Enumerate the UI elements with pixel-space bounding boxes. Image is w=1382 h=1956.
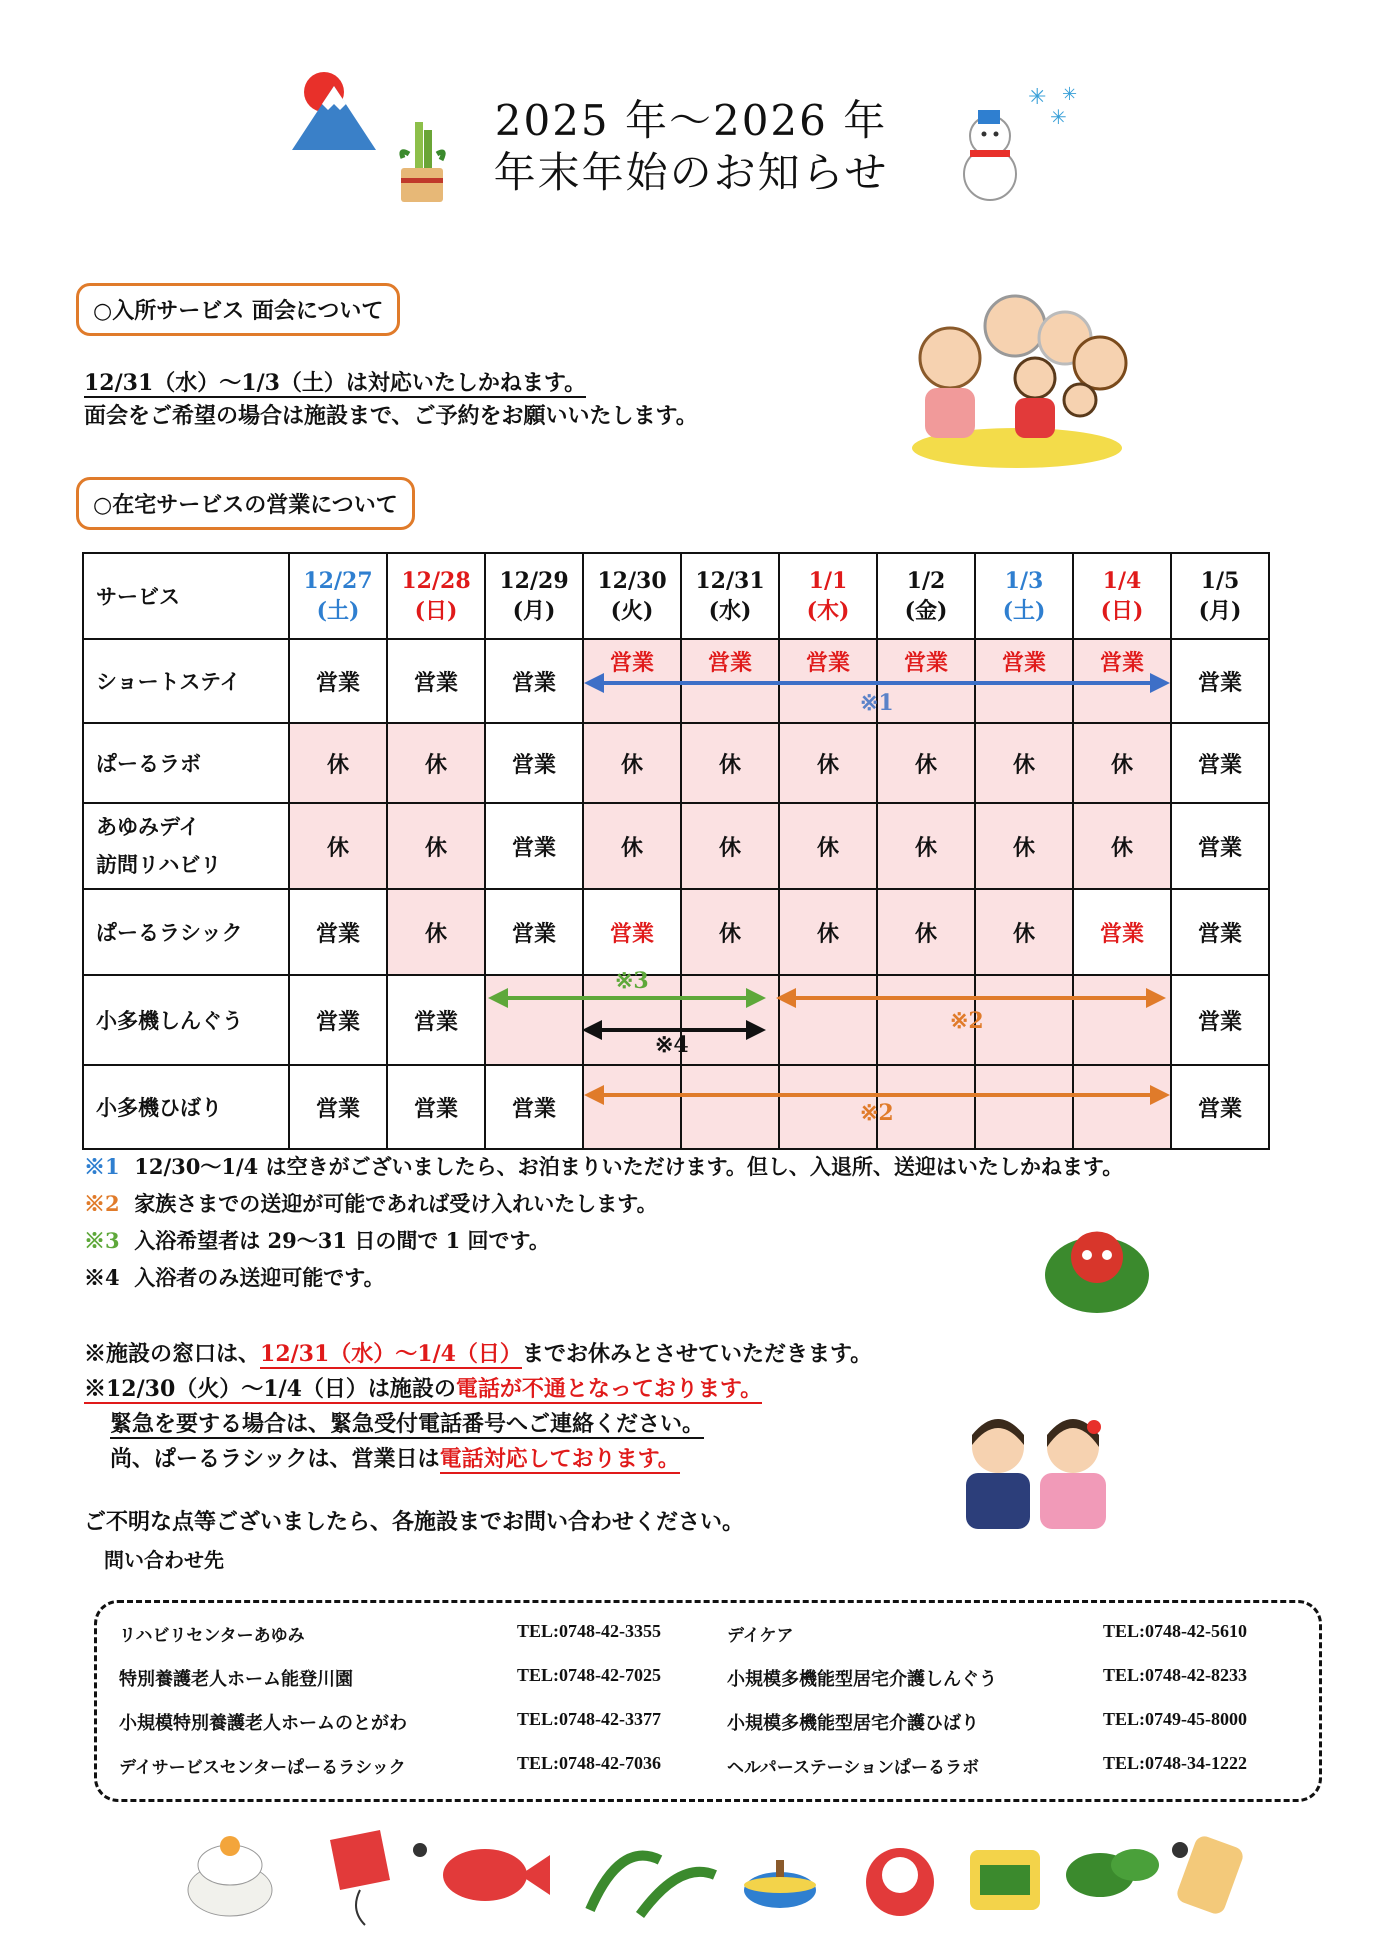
table-cell: 営業	[485, 889, 583, 975]
table-cell: 休	[387, 889, 485, 975]
table-cell: 営業	[779, 639, 877, 723]
footnote-4: ※4 入浴者のみ送迎可能です。	[84, 1265, 385, 1290]
table-cell: 営業	[877, 639, 975, 723]
service-name: ぱーるラボ	[83, 723, 289, 803]
table-cell: 休	[975, 889, 1073, 975]
table-row	[83, 889, 1269, 975]
contact-tel: TEL:0749-45-8000	[1103, 1709, 1247, 1729]
table-cell: 営業	[387, 1065, 485, 1149]
table-cell: 休	[1073, 723, 1171, 803]
date-header: 1/5 (月)	[1171, 553, 1269, 639]
footnote-2: ※2 家族さまでの送迎が可能であれば受け入れいたします。	[84, 1191, 658, 1216]
table-cell: 営業	[485, 723, 583, 803]
shishimai-illustration	[1040, 1215, 1155, 1315]
date-header: 12/28 (日)	[387, 553, 485, 639]
table-cell: 営業	[1171, 723, 1269, 803]
mount-fuji-icon	[288, 70, 380, 155]
contact-name: ヘルパーステーションぱーるラボ	[727, 1758, 979, 1778]
mark-note4: ※4	[655, 1032, 689, 1058]
page-title	[0, 95, 1382, 199]
table-cell: 休	[779, 723, 877, 803]
date-header: 12/27 (土)	[289, 553, 387, 639]
table-cell: 営業	[583, 639, 681, 723]
table-cell: 営業	[1073, 639, 1171, 723]
date-header: 1/2 (金)	[877, 553, 975, 639]
contact-name: デイケア	[727, 1626, 794, 1646]
table-row	[83, 639, 1269, 723]
contact-name: デイサービスセンターぱーるラシック	[119, 1758, 406, 1778]
date-header: 1/3 (土)	[975, 553, 1073, 639]
table-cell: 休	[877, 889, 975, 975]
table-cell: 休	[1073, 803, 1171, 889]
table-cell: 営業	[289, 889, 387, 975]
notice-lasic-phone: 尚、ぱーるラシックは、営業日は電話対応しております。	[110, 1446, 680, 1472]
table-cell	[975, 1065, 1073, 1149]
table-cell	[681, 1065, 779, 1149]
table-cell: 休	[779, 889, 877, 975]
contact-name: 小規模特別養護老人ホームのとがわ	[119, 1713, 407, 1734]
contact-name: 小規模多機能型居宅介護しんぐう	[727, 1669, 997, 1690]
svg-text:✳: ✳	[1050, 105, 1067, 129]
title-line2: 年末年始のお知らせ	[493, 148, 889, 197]
service-name: あゆみデイ 訪問リハビリ	[83, 803, 289, 889]
notice-contact-us: ご不明な点等ございましたら、各施設までお問い合わせください。	[84, 1509, 745, 1535]
date-header: 1/1 (木)	[779, 553, 877, 639]
mark-note2: ※2	[950, 1008, 984, 1034]
notice-emergency: 緊急を要する場合は、緊急受付電話番号へご連絡ください。	[110, 1411, 705, 1437]
service-name: 小多機しんぐう	[83, 975, 289, 1065]
svg-text:✳: ✳	[1062, 84, 1078, 105]
table-cell: 営業	[1171, 639, 1269, 723]
contact-tel: TEL:0748-42-8233	[1103, 1665, 1247, 1685]
contact-name: 特別養護老人ホーム能登川園	[119, 1669, 353, 1690]
date-header: 12/29 (月)	[485, 553, 583, 639]
table-cell	[1073, 975, 1171, 1065]
service-name: ショートステイ	[83, 639, 289, 723]
table-cell: 休	[877, 803, 975, 889]
table-cell: 休	[681, 889, 779, 975]
kadomatsu-icon	[395, 118, 450, 206]
contacts-label: 問い合わせ先	[104, 1548, 224, 1572]
takarabune-icon	[970, 1850, 1040, 1910]
table-cell: 営業	[681, 639, 779, 723]
table-cell: 営業	[1171, 803, 1269, 889]
table-cell: 休	[975, 803, 1073, 889]
mark-note1: ※1	[860, 690, 894, 716]
daruma-icon	[866, 1848, 934, 1916]
kite-icon	[330, 1830, 390, 1925]
table-row	[83, 803, 1269, 889]
contact-tel: TEL:0748-42-3377	[517, 1709, 661, 1729]
table-cell: 営業	[387, 975, 485, 1065]
table-cell: 休	[975, 723, 1073, 803]
table-cell: 休	[387, 803, 485, 889]
mark-note2: ※2	[860, 1100, 894, 1126]
table-cell: 営業	[1073, 889, 1171, 975]
notice-office-closed: ※施設の窓口は、12/31（水）～1/4（日）までお休みとさせていただきます。	[84, 1341, 873, 1367]
contact-name: 小規模多機能型居宅介護ひばり	[727, 1713, 979, 1734]
table-cell: 休	[681, 803, 779, 889]
table-cell	[485, 975, 583, 1065]
visit-closed-dates: 12/31（水）～1/3（土）は対応いたしかねます。	[84, 370, 587, 396]
table-cell: 営業	[1171, 1065, 1269, 1149]
table-header-row	[83, 553, 1269, 639]
contact-name: リハビリセンターあゆみ	[119, 1626, 305, 1646]
table-cell	[1073, 1065, 1171, 1149]
family-illustration	[905, 288, 1130, 470]
bamboo-leaves-icon	[590, 1856, 715, 1915]
table-cell: 営業	[289, 975, 387, 1065]
visit-reservation-note: 面会をご希望の場合は施設まで、ご予約をお願いいたします。	[84, 403, 698, 429]
new-year-decorations	[140, 1820, 1270, 1930]
table-cell: 営業	[289, 1065, 387, 1149]
kagami-mochi-icon	[188, 1836, 272, 1916]
contact-tel: TEL:0748-42-7036	[517, 1753, 661, 1773]
hagoita-icon	[1172, 1834, 1245, 1917]
table-cell: 営業	[485, 1065, 583, 1149]
section-heading-visits: ○入所サービス 面会について	[76, 283, 400, 336]
mark-note3: ※3	[615, 968, 649, 994]
table-cell: 休	[583, 723, 681, 803]
table-cell: 休	[779, 803, 877, 889]
service-name: 小多機ひばり	[83, 1065, 289, 1149]
table-cell: 休	[877, 723, 975, 803]
table-cell: 休	[583, 803, 681, 889]
schedule-table	[82, 552, 1270, 1150]
sea-bream-icon	[443, 1849, 550, 1901]
table-cell	[583, 1065, 681, 1149]
table-cell: 休	[289, 803, 387, 889]
date-header: 1/4 (日)	[1073, 553, 1171, 639]
table-cell	[779, 975, 877, 1065]
footnote-3: ※3 入浴希望者は 29～31 日の間で 1 回です。	[84, 1228, 550, 1253]
pine-icon	[1066, 1849, 1159, 1897]
table-cell: 営業	[485, 639, 583, 723]
footnote-1: ※1 12/30～1/4 は空きがございましたら、お泊まりいただけます。但し、入退所、送迎はいたしかねます。	[84, 1154, 1124, 1179]
table-row	[83, 1065, 1269, 1149]
footnotes	[84, 1148, 1123, 1296]
kids-kimono-illustration	[948, 1405, 1128, 1535]
table-cell: 営業	[1171, 889, 1269, 975]
table-cell: 営業	[485, 803, 583, 889]
contact-tel: TEL:0748-34-1222	[1103, 1753, 1247, 1773]
table-cell: 営業	[583, 889, 681, 975]
section-heading-home-services: ○在宅サービスの営業について	[76, 477, 415, 530]
date-header: 12/31 (水)	[681, 553, 779, 639]
table-cell	[681, 975, 779, 1065]
table-cell: 営業	[975, 639, 1073, 723]
table-cell: 休	[289, 723, 387, 803]
contact-tel: TEL:0748-42-7025	[517, 1665, 661, 1685]
snowman-icon	[950, 82, 1080, 202]
contact-tel: TEL:0748-42-3355	[517, 1621, 661, 1641]
table-cell: 休	[387, 723, 485, 803]
contacts-box	[94, 1600, 1322, 1802]
title-line1: 2025 年～2026 年	[494, 96, 888, 145]
date-header: 12/30 (火)	[583, 553, 681, 639]
table-cell: 営業	[387, 639, 485, 723]
service-header: サービス	[83, 553, 289, 639]
table-cell: 休	[681, 723, 779, 803]
svg-text:✳: ✳	[1028, 85, 1047, 110]
notice-phone-down: ※12/30（火）～1/4（日）は施設の電話が不通となっております。	[84, 1376, 763, 1402]
table-row	[83, 723, 1269, 803]
table-cell: 営業	[289, 639, 387, 723]
service-name: ぱーるラシック	[83, 889, 289, 975]
table-cell: 営業	[1171, 975, 1269, 1065]
spinning-top-icon	[744, 1860, 816, 1908]
table-cell	[975, 975, 1073, 1065]
contact-tel: TEL:0748-42-5610	[1103, 1621, 1247, 1641]
